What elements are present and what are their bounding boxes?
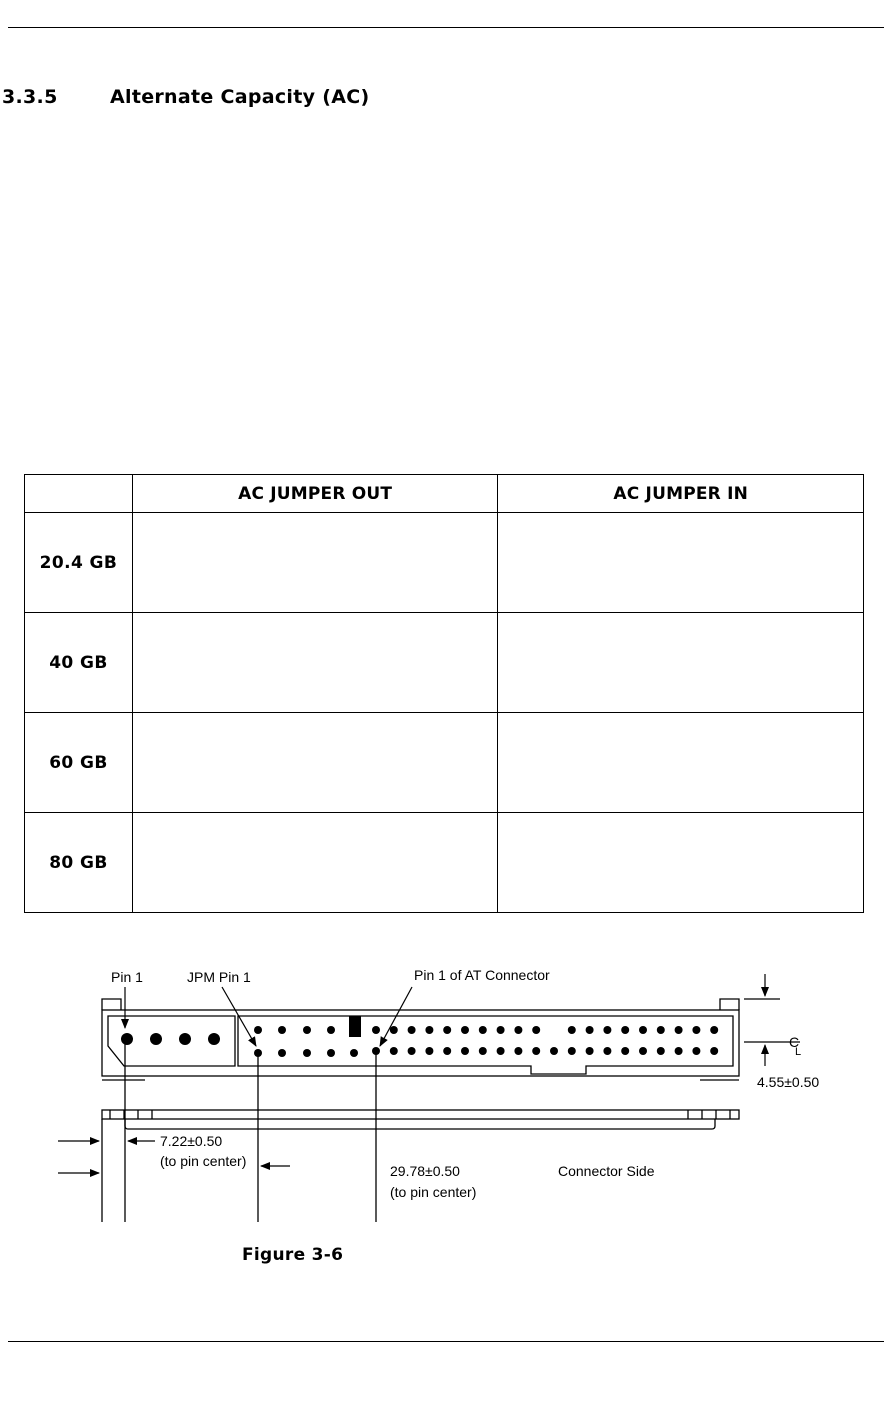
at-pin bbox=[550, 1047, 558, 1055]
at-pin bbox=[372, 1047, 380, 1055]
at-pin bbox=[568, 1026, 576, 1034]
at-pin bbox=[532, 1047, 540, 1055]
header-capacity bbox=[25, 475, 133, 513]
ac-jumper-table bbox=[24, 474, 864, 913]
at-pin bbox=[425, 1047, 433, 1055]
jumper-pins bbox=[254, 1016, 361, 1057]
key-block bbox=[349, 1016, 361, 1037]
at-pin bbox=[710, 1026, 718, 1034]
dimension-2978-note: (to pin center) bbox=[390, 1184, 477, 1200]
jumper-out-cell bbox=[132, 513, 498, 613]
jumper-in-cell bbox=[498, 713, 864, 813]
dimension-455: 4.55±0.50 bbox=[757, 1074, 820, 1090]
jumper-in-cell bbox=[498, 813, 864, 913]
at-pin bbox=[639, 1026, 647, 1034]
at-pin bbox=[479, 1026, 487, 1034]
at-pin bbox=[514, 1047, 522, 1055]
jumper-out-cell bbox=[132, 713, 498, 813]
at-pin bbox=[514, 1026, 522, 1034]
table-row bbox=[25, 513, 864, 613]
jumper-in-cell bbox=[498, 613, 864, 713]
at-pin bbox=[461, 1026, 469, 1034]
dimension-2978: 29.78±0.50 bbox=[390, 1163, 460, 1179]
at-pin1-label: Pin 1 of AT Connector bbox=[414, 967, 550, 983]
at-pin bbox=[603, 1047, 611, 1055]
capacity-cell: 80 GB bbox=[25, 813, 133, 913]
capacity-cell: 40 GB bbox=[25, 613, 133, 713]
at-pin bbox=[657, 1047, 665, 1055]
jpm-pin1-label: JPM Pin 1 bbox=[187, 969, 251, 985]
table-header-row bbox=[25, 475, 864, 513]
header-jumper-in: AC JUMPER IN bbox=[498, 475, 864, 513]
centerline-symbol: C bbox=[789, 1034, 800, 1050]
at-pin bbox=[443, 1026, 451, 1034]
at-pin bbox=[675, 1026, 683, 1034]
at-pin bbox=[621, 1047, 629, 1055]
at-pin bbox=[568, 1047, 576, 1055]
table-row bbox=[25, 813, 864, 913]
at-pin bbox=[390, 1026, 398, 1034]
jumper-in-cell bbox=[498, 513, 864, 613]
at-pin bbox=[710, 1047, 718, 1055]
header-jumper-out: AC JUMPER OUT bbox=[132, 475, 498, 513]
section-number: 3.3.5 bbox=[2, 86, 58, 108]
connector-side-label: Connector Side bbox=[558, 1163, 655, 1179]
dimension-722: 7.22±0.50 bbox=[160, 1133, 223, 1149]
table-row bbox=[25, 713, 864, 813]
at-pin bbox=[497, 1026, 505, 1034]
bottom-rule bbox=[8, 1341, 884, 1342]
at-pin bbox=[461, 1047, 469, 1055]
at-pin bbox=[408, 1026, 416, 1034]
pin1-label: Pin 1 bbox=[111, 969, 143, 985]
at-pin bbox=[425, 1026, 433, 1034]
at-pin bbox=[372, 1026, 380, 1034]
table-row bbox=[25, 613, 864, 713]
at-pin bbox=[443, 1047, 451, 1055]
capacity-cell: 20.4 GB bbox=[25, 513, 133, 613]
at-pin bbox=[692, 1026, 700, 1034]
at-pin bbox=[479, 1047, 487, 1055]
centerline-subscript: L bbox=[795, 1046, 802, 1058]
capacity-cell: 60 GB bbox=[25, 713, 133, 813]
at-pin bbox=[621, 1026, 629, 1034]
at-pin bbox=[692, 1047, 700, 1055]
top-rule bbox=[8, 27, 884, 28]
jumper-out-cell bbox=[132, 813, 498, 913]
at-pin bbox=[586, 1026, 594, 1034]
section-title: Alternate Capacity (AC) bbox=[110, 86, 370, 108]
jumper-out-cell bbox=[132, 613, 498, 713]
figure-caption: Figure 3-6 bbox=[242, 1245, 344, 1265]
at-pin bbox=[497, 1047, 505, 1055]
dimension-722-note: (to pin center) bbox=[160, 1153, 247, 1169]
at-pin bbox=[408, 1047, 416, 1055]
at-pin bbox=[639, 1047, 647, 1055]
section-heading bbox=[2, 86, 369, 108]
power-pins bbox=[121, 1033, 220, 1045]
at-connector-pins bbox=[372, 1026, 718, 1055]
at-pin bbox=[390, 1047, 398, 1055]
at-pin bbox=[586, 1047, 594, 1055]
at-pin bbox=[603, 1026, 611, 1034]
at-pin bbox=[657, 1026, 665, 1034]
at-pin bbox=[532, 1026, 540, 1034]
connector-diagram bbox=[0, 950, 888, 1230]
at-pin bbox=[675, 1047, 683, 1055]
